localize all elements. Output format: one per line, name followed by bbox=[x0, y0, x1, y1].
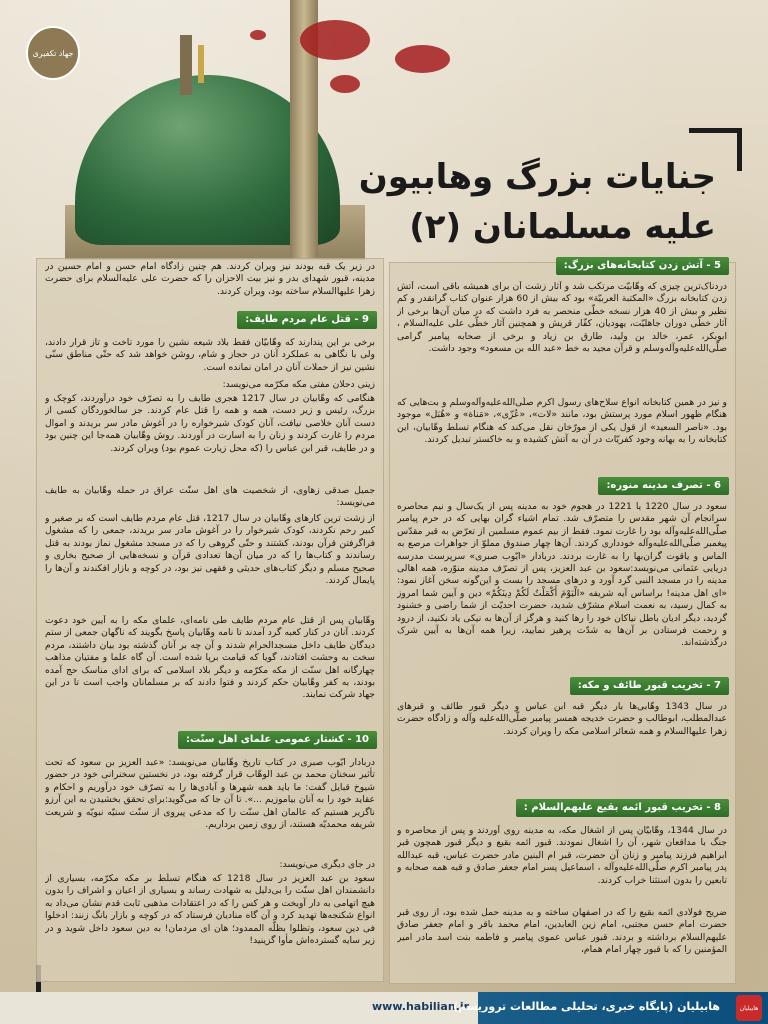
section-paragraph: وهّابیان پس از قتل عام مردم طایف طی نامه‌ای، علمای مکه را به آیین خود دعوت کردند. آنان در کنار کعبه گرد آمدند تا نامه وهّابیان پاسخ بگویند که ناگهان جمعی از ستم دیدگان طایف داخل مسجدالحرام شدند و آن چه بر آنان گذشته بود بیان داشتند، مردم سخت به وحشت افتادند، گویا که قیامت برپا شده است. آن گاه علما و مفتیان مذاهب چهارگانه اهل سنّت از مکه مکرّمه و دیگر بلاد اسلامی که برای ادای مناسک حج آمده بودند، به کفر وهّابیان حکم کردند و فتوا دادند که بر مسلمانان واجب است تا در این جهاد شرکت نمایند. bbox=[45, 615, 375, 701]
blood-splatter bbox=[300, 20, 370, 60]
blood-splatter bbox=[330, 75, 360, 93]
section-heading: 8 - تخریب قبور ائمه بقیع علیهم‌السلام : bbox=[516, 799, 729, 817]
blood-splatter bbox=[395, 45, 450, 73]
section-heading: 7 - تخریب قبور طائف و مکه: bbox=[570, 677, 729, 695]
section-paragraph: جمیل صدقی زهاوی، از شخصیت های اهل سنّت عراق در حمله وهّابیان به طایف می‌نویسد: bbox=[45, 485, 375, 509]
section-heading: 9 - قتل عام مردم طایف: bbox=[237, 311, 377, 329]
section-paragraph: در زیر یک قبه بودند نیز ویران کردند. هم چنین زادگاه امام حسن و امام حسین در مدینه، قبور شهدای بدر و نیز بیت الاحزان را که حضرت علی علیه‌السلام برای حضرت زهرا علیهاالسلام ساخته بود، ویران کردند. bbox=[45, 261, 375, 297]
dome-finial bbox=[198, 45, 204, 83]
section-paragraph: دربادار ایّوب صبری در کتاب تاریخ وهّابیان می‌نویسد: «عبد العزیز بن سعود که تحت تأثیر سخنان محمد بن عبد الوهّاب قرار گرفته بود، در نخستین سخنرانی خود در حضور شیوخ قبایل گفت: ما باید همه شهرها و آبادی‌ها را به تصرّف خود درآوریم و احکام و عقاید خود را به آنان بیاموزیم ...». تا آن جا که می‌گوید:برای تحقق بخشیدن به این آرزو ناگزیر هستیم که عالمان اهل سنّت را که مدعی پیروی از سنّت سنیّه نبویّه و شریعت شریفه محمدیّه هستند، از روی زمین برداریم. bbox=[45, 757, 375, 831]
section-paragraph: هنگامی که وهّابیان در سال 1217 هجری طایف را به تصرّف خود درآوردند، کوچک و بزرگ، رئیس و زیر دست، همه و همه را قتل عام کردند. جز سالخوردگان کسی از دست آنان خلاصی نیافت، آنان کودک شیرخواره را در آغوش مادر سر بریدند و اموال مردم را غارت کردند و زنان را به اسارت در آوردند. روش وهّابیان همه‌جا این چنین بود و در طایف، قبر ابن عباس را (که محل زیارت عموم بود) ویران کردند. bbox=[45, 393, 375, 454]
section-paragraph: ضریح فولادی ائمه بقیع را که در اصفهان ساخته و به مدینه حمل شده بود، از روی قبر حضرت امام حسن مجتبی، امام زین العابدین، امام محمد باقر و امام جعفر صادق علیهم‌السلام برداشته و بردند. قبور عباس عموی پیامبر و فاطمه بنت اسد مادر امیر المؤمنین را که با قبور چهار امام همام، bbox=[397, 907, 727, 956]
section-paragraph: و نیز در همین کتابخانه انواع سلاح‌های رسول اکرم صلّی‌الله‌علیه‌وآله‌وسلم و بت‌هایی که هنگام ظهور اسلام مورد پرستش بود، مانند «لات»، «عُزّی»، «مَناة» و «هُبَل» موجود بود. «ناصر السعید» از قول یکی از مورّخان نقل می‌کند که هنگام تسلط وهّابیان، این کتابخانه را به بهانه وجود کفریّات در آن به آتش کشیده و به خاکستر تبدیل کردند. bbox=[397, 397, 727, 446]
section-heading: 5 - آتش زدن کتابخانه‌های بزرگ: bbox=[556, 257, 729, 275]
right-column bbox=[389, 262, 736, 984]
section-paragraph: در سال 1343 وهّابی‌ها بار دیگر قبه ابن عباس و دیگر قبور طائف و قبرهای عبدالمطلب، ابوطالب و حضرت خدیجه همسر پیامبر صلّی‌الله‌علیه وآله و زادگاه حضرت زهرا علیهاالسلام و همه شعائر اسلامی مکه را ویران کردند. bbox=[397, 701, 727, 737]
section-paragraph: از زشت ترین کارهای وهّابیان در سال 1217، قتل عام مردم طایف است که بر صغیر و کبیر رحم نکردند، کودک شیرخوار را در آغوش مادر سر بریدند، جمعی را که مشغول فراگرفتن قرآن بودند، کشتند و حتّی گروهی را که در مسجد مشغول نماز بودند به قتل رساندند و کتاب‌ها را که در میان آن‌ها تعدادی قرآن و نسخه‌هایی از صحیح بخاری و صحیح مسلم و دیگر کتاب‌های حدیثی و فقهی نیز بود، در کوچه و بازار افکندند و آن‌ها را پایمال کردند. bbox=[45, 513, 375, 587]
footer bbox=[0, 992, 768, 1024]
section-paragraph: سعود بن عبد العزیز در سال 1218 که هنگام تسلّط بر مکه مکرّمه، بسیاری از دانشمندان اهل سنّت را بی‌دلیل به شهادت رساند و بسیاری از اعیان و اشراف را بدون هیچ اتهامی به دار آویخت و هر کس را که در اعتقادات مذهبی ثابت قدم نشان می‌داد به انواع شکنجه‌ها تهدید کرد و آن گاه منادیان فرستاد که در کوچه و بازار بانگ زنند: ادخلوا فی دین سعود، وتظلوا بظلّه الممدود؛ هان ای مردمان! به دین سعود داخل شوید و در زیر سایه گسترده‌اش مأوا گزینید! bbox=[45, 873, 375, 947]
footer-title: هابیلیان (پایگاه خبری، تحلیلی مطالعات تروریسم) bbox=[453, 1000, 720, 1013]
section-heading: 6 - تصرف مدینه منوره: bbox=[598, 477, 729, 495]
section-paragraph: سعود در سال 1220 یا 1221 در هجوم خود به مدینه پس از یک‌سال و نیم محاصره سرانجام آن شهر مقدس را متصرّف شد. تمام اشیاء گران بهایی که در حرم پیامبر صلّی‌الله‌علیه‌وآله بود را غارت نمود. فقط از بیم عموم مسلمین از تعرّض به قبر مقدّس پیغمبر صلّی‌الله‌علیه‌وآله خودداری کردند. آن‌ها چهار صندوق مملوّ از جواهرات مرصع به الماس و یاقوت گران‌بها را به غارت بردند. دربادار «ایّوب صبری» سرپرست مدرسه دریایی عثمانی می‌نویسد:سعود بن عبد العزیز، پس از تصرّف مدینه منوّره، همه اهالی مدینه را در مسجد النبی گرد آورد و درهای مسجد را بست و این‌گونه سخن آغاز نمود: «ای اهل مدینه! براساس آیه شریفه «الْيَوْمَ أَكْمَلْتُ لَكُمْ دِينَكُمْ» دین و آیین شما امروز به کمال رسید، به نعمت اسلام مشرّف شدید، حضرت احدیّت از شما راضی و خشنود گردید، دیگر ادیان باطل نیاکان خود را رها کنید و هرگز از آن‌ها به نیکی یاد نکنید، از درود و رحمت فرستادن بر آن‌ها به شدّت پرهیز نمایید، زیرا همه آن‌ها به آیین شرک درگذشته‌اند. bbox=[397, 501, 727, 649]
section-paragraph: در سال 1344، وهّابیّان پس از اشغال مکه، به مدینه روی آوردند و پس از محاصره و جنگ با مدافعان شهر، آن را اشغال نمودند. قبور ائمه بقیع و دیگر قبور همچون قبر ابراهیم فرزند پیامبر و زنان آن حضرت، قبر ام البنین مادر حضرت عباس، قبه عبدالله پدر پیامبر اکرم صلّی‌الله‌علیه‌وآله ، اسماعیل پسر امام جعفر صادق و قبه همه صحابه و تابعین را بدون استثنا خراب کردند. bbox=[397, 825, 727, 886]
section-paragraph: برخی بر این پندارند که وهّابیّان فقط بلاد شیعه نشین را مورد تاخت و تاز قرار دادند، ولی با نگاهی به عملکرد آنان در حجاز و شام، روشن خواهد شد که حتّی مناطق سنّی نشین نیز از حملات آنان در امان نمانده است. bbox=[45, 337, 375, 373]
minaret-small bbox=[180, 35, 192, 95]
title-line-1: جنایات بزرگ وهابیون bbox=[358, 157, 716, 197]
section-paragraph: در جای دیگری می‌نویسد: bbox=[279, 859, 375, 870]
brand-logo bbox=[26, 26, 80, 80]
section-paragraph: دردناک‌ترین چیزی که وهّابیّت مرتکب شد و آثار زشت آن برای همیشه باقی است، آتش زدن کتابخانه بزرگ «المکتبة العربیّة» بود که بیش از 60 هزار عنوان کتاب گرانقدر و کم نظیر و بیش از 40 هزار نسخه خطّی منحصر به فرد داشت که در میان آن‌ها برخی از آثار خطّی دوران جاهلیّت، یهودیان، کفّار قریش و همچنین آثار خطّی علی علیه‌السلام ، ابوبکر، عمر، خالد بن ولید، طارق بن زیاد و برخی از صحابه پیامبر گرامی صلّی‌الله‌علیه‌وآله‌وسلم و قرآن مجید به خط «عبد الله بن مسعود» وجود داشت. bbox=[397, 281, 727, 355]
page-title bbox=[356, 152, 716, 252]
logo-caption: جهاد تکفیری bbox=[32, 48, 74, 58]
left-column bbox=[36, 258, 384, 982]
habilian-logo-icon bbox=[736, 995, 762, 1021]
section-heading: 10 - کشتار عمومی علمای اهل سنّت: bbox=[178, 731, 377, 749]
footer-logo-text: هابیلیان bbox=[739, 1004, 759, 1012]
footer-banner bbox=[453, 992, 768, 1024]
footer-url[interactable]: www.habilian.ir bbox=[372, 1000, 470, 1013]
blood-splatter bbox=[250, 30, 266, 40]
title-line-2: علیه مسلمانان (۲) bbox=[409, 207, 716, 247]
section-paragraph: زینی دحلان مفتی مکه مکرّمه می‌نویسد: bbox=[222, 379, 375, 390]
